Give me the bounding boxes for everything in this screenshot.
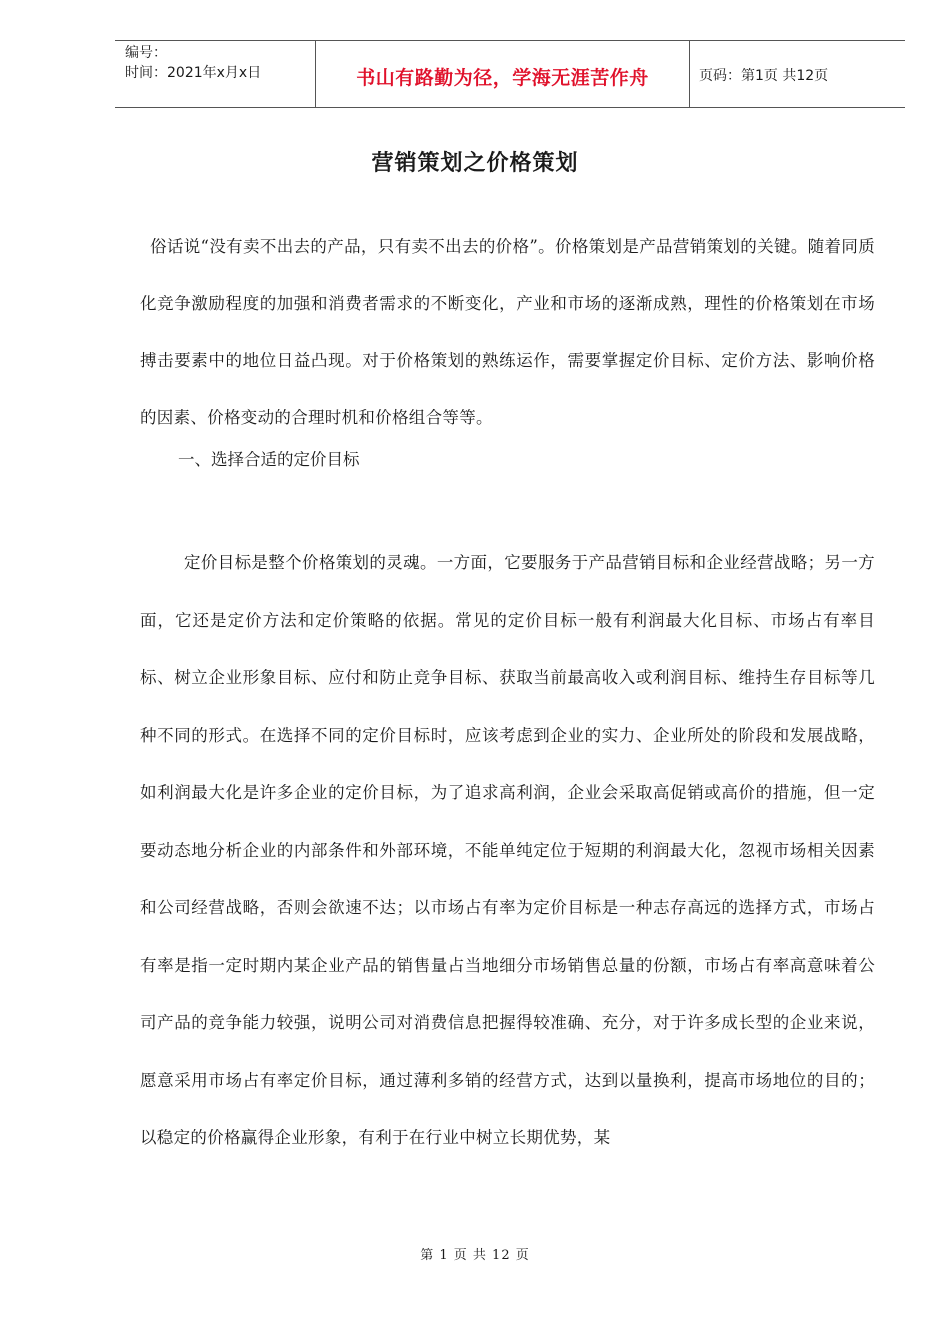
section-heading: 一、选择合适的定价目标 bbox=[178, 450, 360, 469]
section-body-paragraph: 定价目标是整个价格策划的灵魂。一方面，它要服务于产品营销目标和企业经营战略；另一方面，它还是定价方法和定价策略的依据。常见的定价目标一般有利润最大化目标、市场占有率目标、树立企业形象目标、应付和防止竞争目标、获取当前最高收入或利润目标、维持生存目标等几种不同的形式。在选择不同的定价目标时，应该考虑到企业的实力、企业所处的阶段和发展战略，如利润最大化是许多企业的定价目标，为了追求高利润，企业会采取高促销或高价的措施，但一定要动态地分析企业的内部条件和外部环境，不能单纯定位于短期的利润最大化，忽视市场相关因素和公司经营战略，否则会欲速不达；以市场占有率为定价目标是一种志存高远的选择方式，市场占有率是指一定时期内某企业产品的销售量占当地细分市场销售总量的份额，市场占有率高意味着公司产品的竞争能力较强，说明公司对消费信息把握得较准确、充分，对于许多成长型的企业来说，愿意采用市场占有率定价目标，通过薄利多销的经营方式，达到以量换利，提高市场地位的目的；以稳定的价格赢得企业形象，有利于在行业中树立长期优势，某 bbox=[140, 553, 875, 1147]
serial-number-label: 编号： bbox=[125, 45, 167, 61]
header-meta-cell bbox=[115, 41, 316, 107]
intro-paragraph: 俗话说“没有卖不出去的产品，只有卖不出去的价格”。价格策划是产品营销策划的关键。随着同质化竞争激励程度的加强和消费者需求的不断变化，产业和市场的逐渐成熟，理性的价格策划在市场搏击要素中的地位日益凸现。对于价格策划的熟练运作，需要掌握定价目标、定价方法、影响价格的因素、价格变动的合理时机和价格组合等等。 bbox=[140, 237, 875, 427]
date-label: 时间：2021年x月x日 bbox=[125, 65, 262, 81]
header-motto: 书山有路勤为径，学海无涯苦作舟 bbox=[316, 41, 690, 107]
document-title: 营销策划之价格策划 bbox=[371, 151, 579, 176]
page-footer: 第 1 页 共 12 页 bbox=[420, 1248, 530, 1263]
header-page-number: 页码：第1页 共12页 bbox=[699, 68, 829, 84]
page-header bbox=[115, 40, 905, 108]
